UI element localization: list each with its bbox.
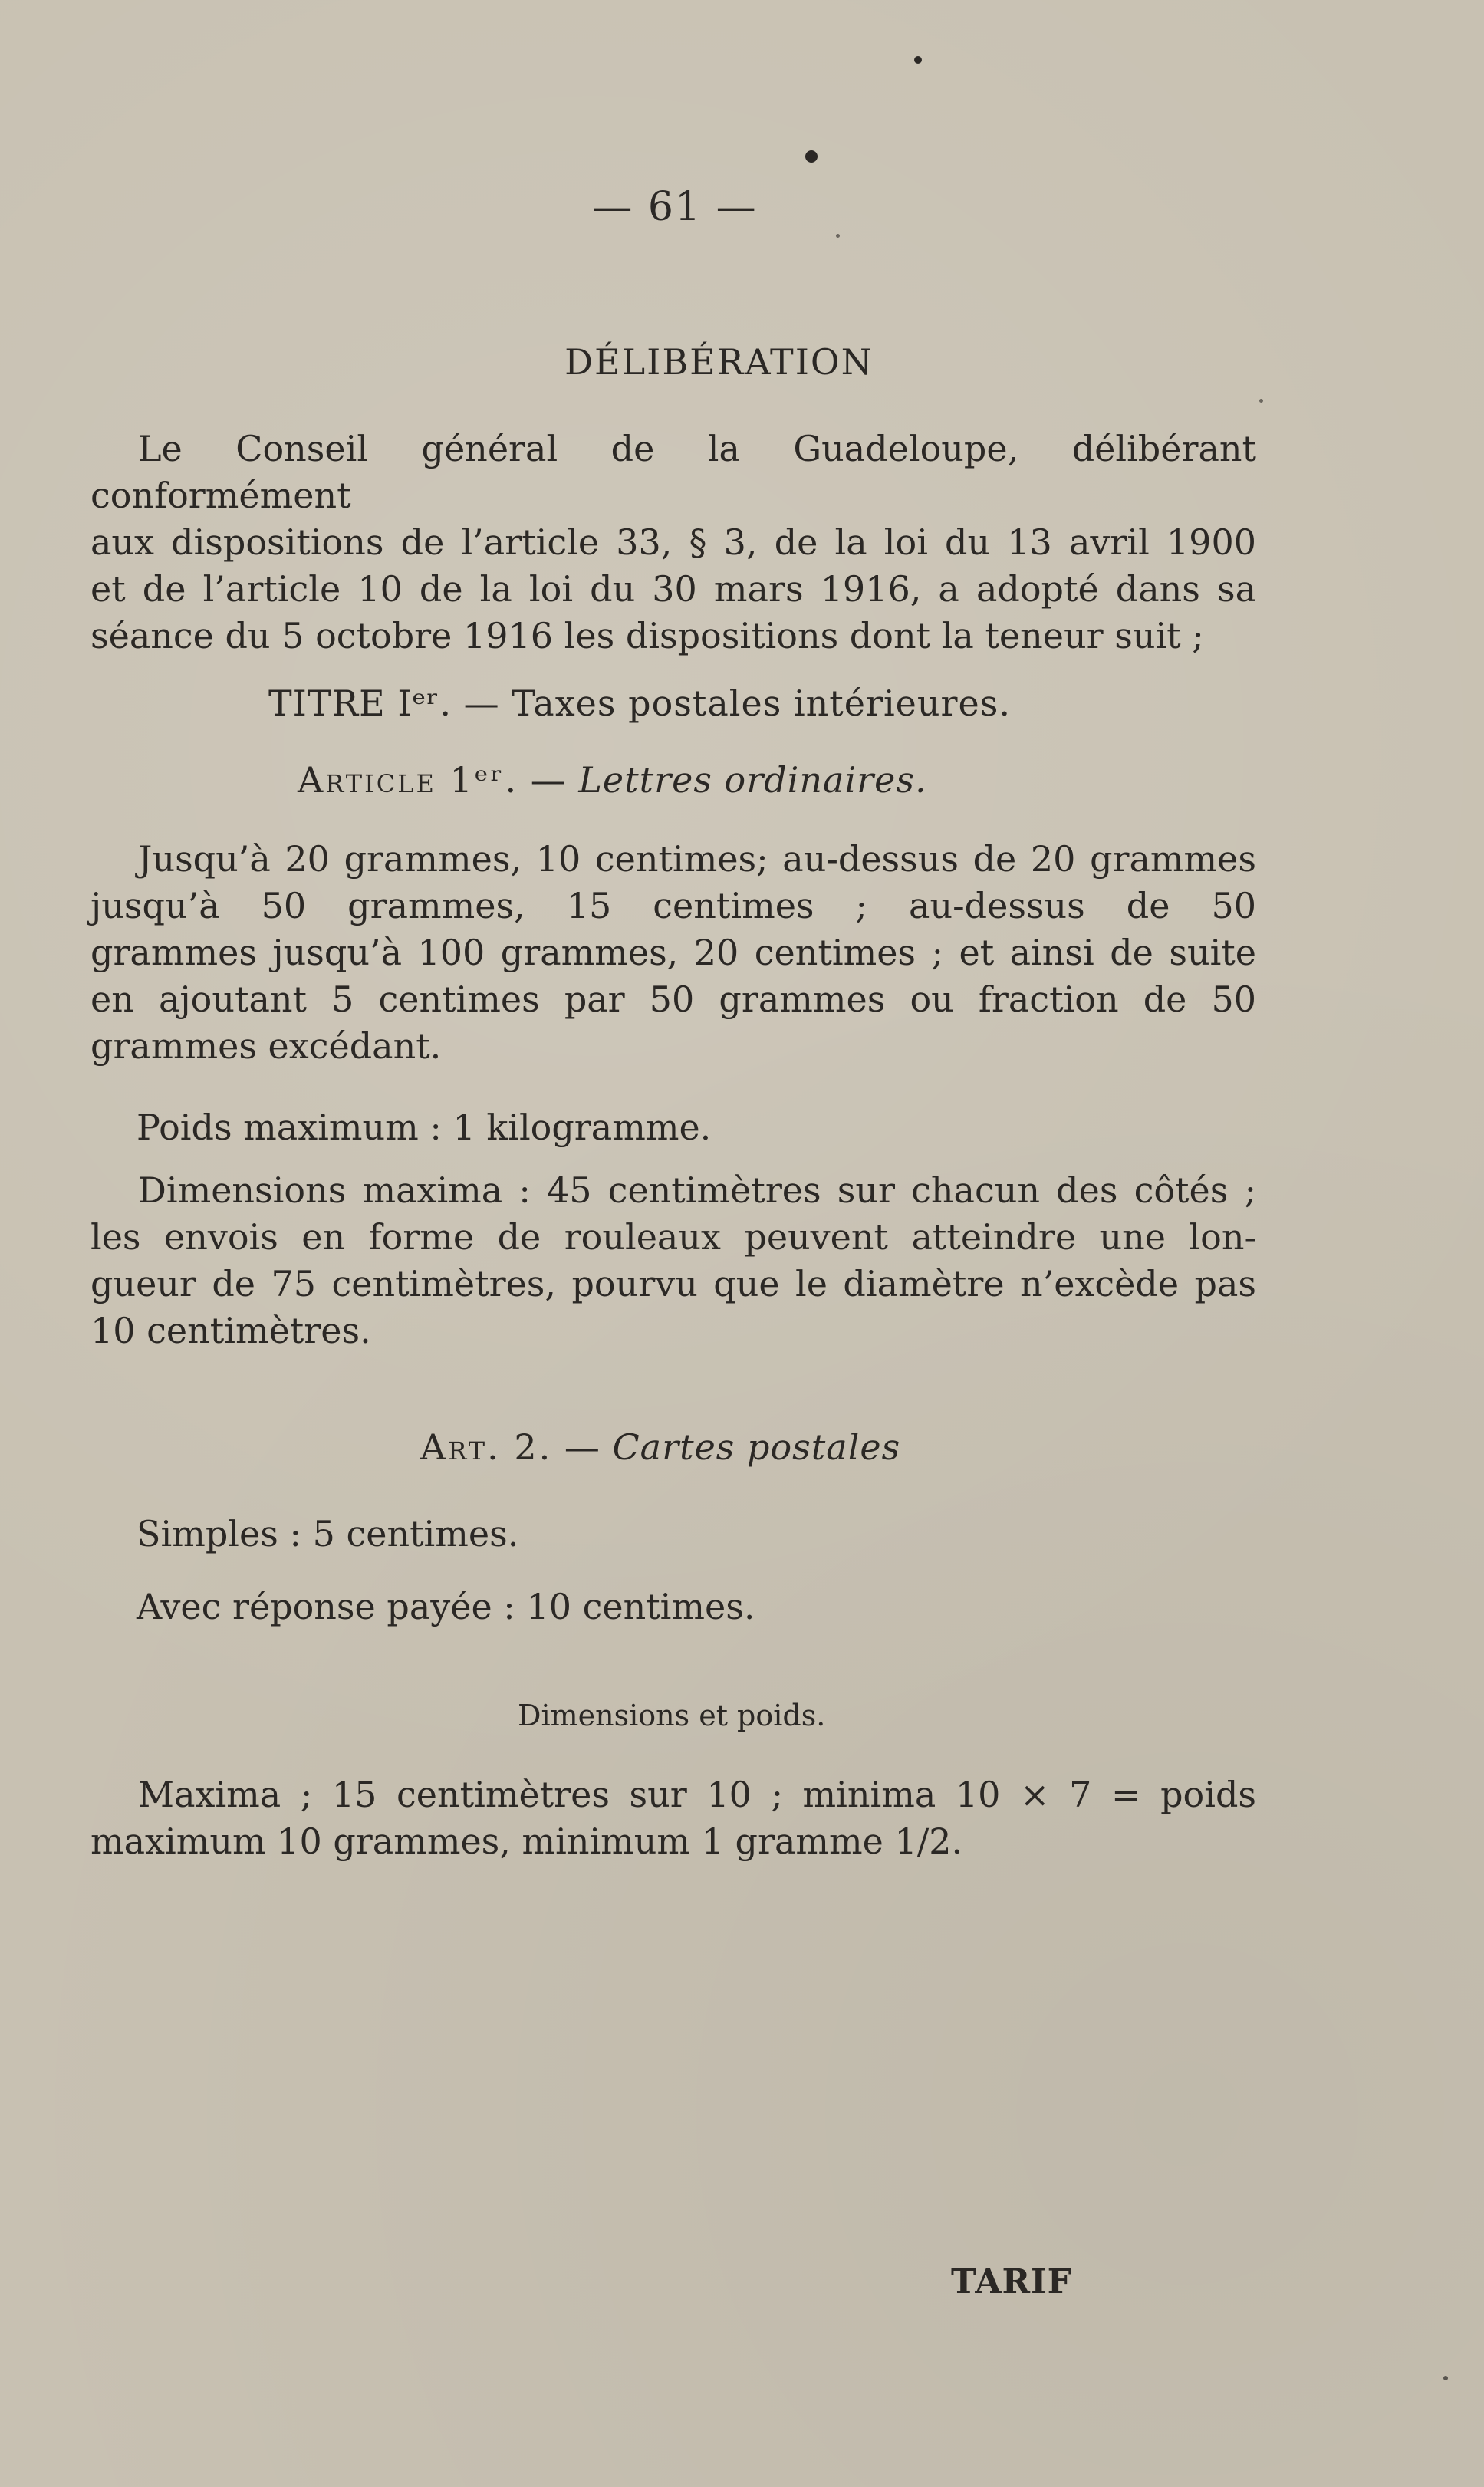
- article-2-title: Cartes postales: [612, 1426, 901, 1468]
- ink-speck: [805, 150, 818, 163]
- dimensions-line: les envois en forme de rouleaux peuvent atteindre une lon-: [90, 1216, 1256, 1258]
- article-1-line: en ajoutant 5 centimes par 50 grammes ou fraction de 50: [90, 979, 1256, 1020]
- article-1-paragraph: [90, 836, 1256, 1070]
- avec-reponse-line: Avec réponse payée : 10 centimes.: [137, 1586, 755, 1627]
- preamble-paragraph: [90, 426, 1256, 660]
- simples-line: Simples : 5 centimes.: [137, 1513, 519, 1554]
- article-2-label: Art. 2.: [420, 1426, 553, 1468]
- article-2-dash: —: [552, 1426, 613, 1468]
- ink-speck: [1259, 399, 1263, 403]
- article-1-label: Article 1ᵉʳ.: [298, 759, 519, 801]
- ink-speck: [914, 56, 922, 64]
- article-2-heading: [420, 1426, 900, 1468]
- page-number: — 61 —: [592, 184, 758, 230]
- titre-heading: TITRE Iᵉʳ. — Taxes postales intérieures.: [268, 683, 1011, 724]
- preamble-line: et de l’article 10 de la loi du 30 mars 1916, a adopté dans sa: [90, 568, 1256, 610]
- maxima-paragraph: [90, 1771, 1256, 1865]
- preamble-line: Le Conseil général de la Guadeloupe, délibérant conformément: [90, 428, 1256, 516]
- preamble-line: séance du 5 octobre 1916 les dispositions dont la teneur suit ;: [90, 615, 1204, 656]
- maxima-line: maximum 10 grammes, minimum 1 gramme 1/2.: [90, 1821, 963, 1862]
- catchword-tarif: TARIF: [951, 2262, 1072, 2301]
- poids-maximum: Poids maximum : 1 kilogramme.: [137, 1107, 712, 1148]
- preamble-line: aux dispositions de l’article 33, § 3, de la loi du 13 avril 1900: [90, 521, 1256, 563]
- article-1-line: Jusqu’à 20 grammes, 10 centimes; au-dessus de 20 grammes: [138, 838, 1256, 880]
- deliberation-heading: DÉLIBÉRATION: [564, 341, 874, 383]
- article-1-heading: [298, 759, 927, 801]
- ink-speck: [1443, 2376, 1448, 2380]
- article-1-line: grammes excédant.: [90, 1025, 442, 1067]
- article-1-line: jusqu’à 50 grammes, 15 centimes ; au-dessus de 50: [90, 885, 1256, 926]
- ink-speck: [836, 234, 840, 238]
- dimensions-paragraph: [90, 1167, 1256, 1354]
- article-1-dash: —: [518, 759, 579, 801]
- dimensions-line: Dimensions maxima : 45 centimètres sur chacun des côtés ;: [138, 1169, 1256, 1211]
- article-1-title: Lettres ordinaires.: [578, 759, 927, 801]
- article-1-line: grammes jusqu’à 100 grammes, 20 centimes ; et ainsi de suite: [90, 932, 1256, 973]
- dimensions-poids-heading: Dimensions et poids.: [518, 1699, 826, 1732]
- dimensions-line: gueur de 75 centimètres, pourvu que le diamètre n’excède pas: [90, 1263, 1256, 1304]
- maxima-line: Maxima ; 15 centimètres sur 10 ; minima 10 × 7 = poids: [138, 1774, 1256, 1815]
- dimensions-line: 10 centimètres.: [90, 1310, 371, 1351]
